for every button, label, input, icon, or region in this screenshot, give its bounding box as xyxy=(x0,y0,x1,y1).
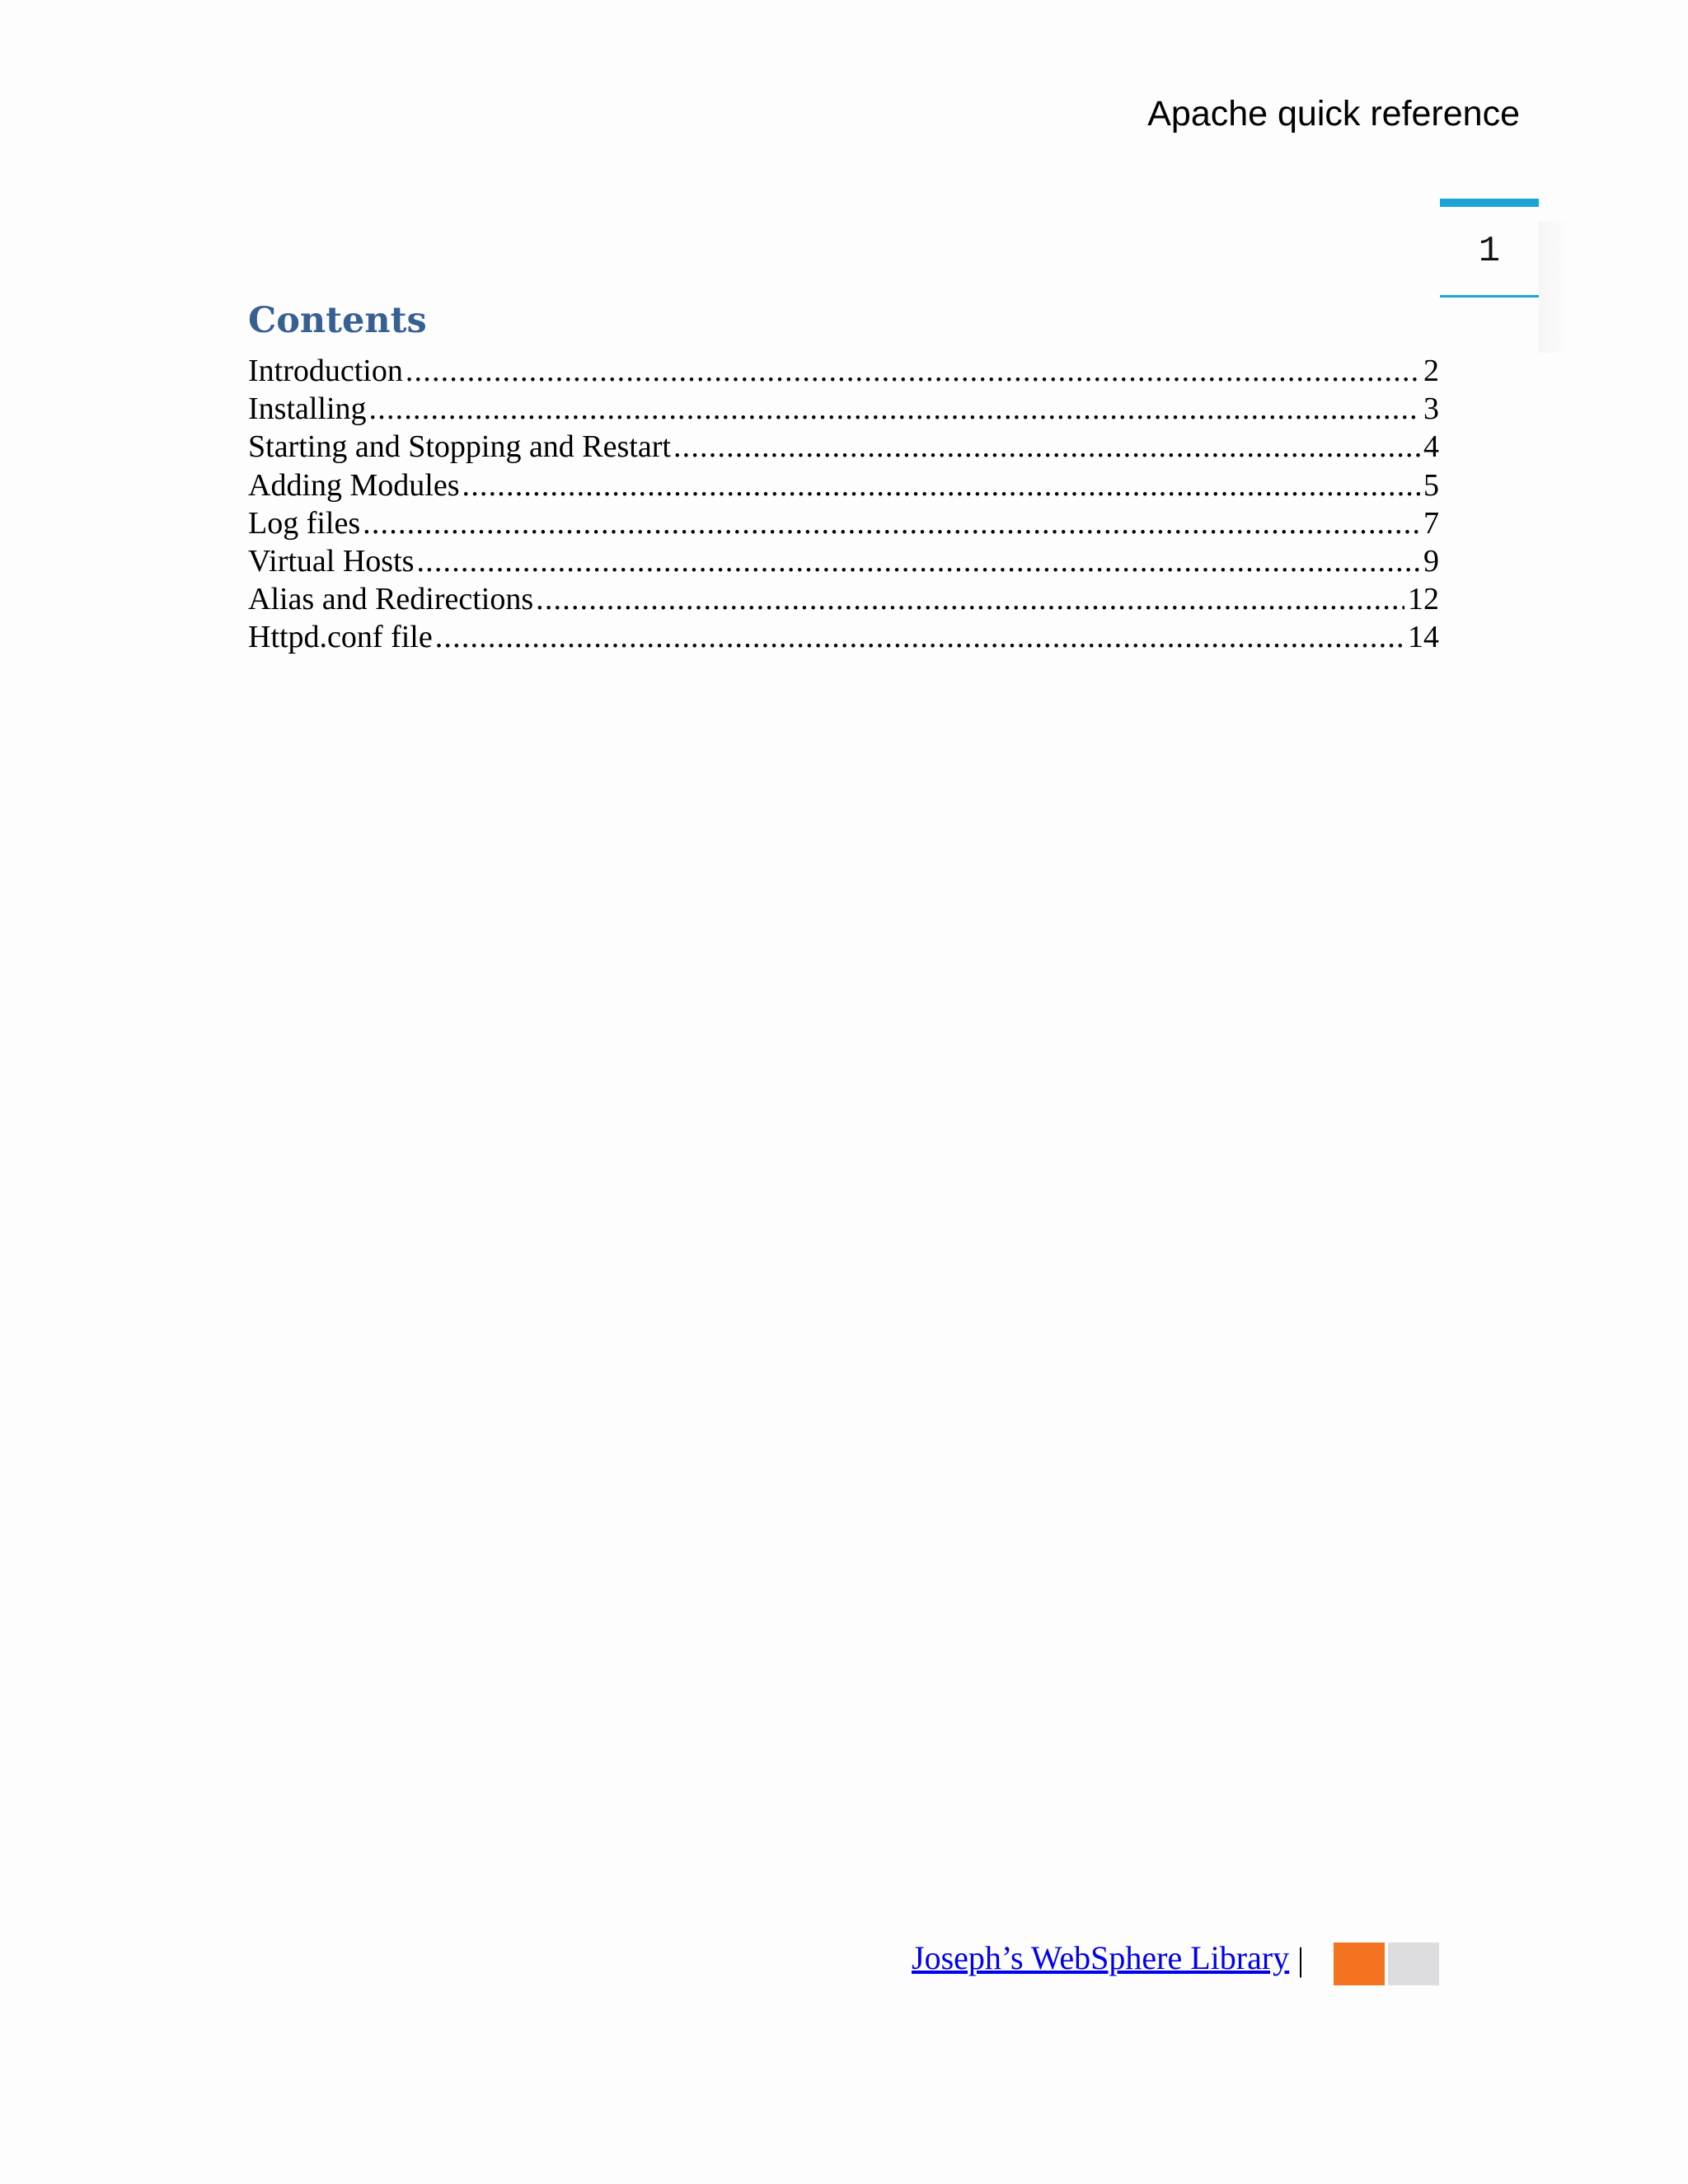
toc-leader-dots xyxy=(406,352,1420,390)
toc-entry-title: Virtual Hosts xyxy=(248,543,415,579)
toc-entry-title: Log files xyxy=(248,505,361,541)
toc-entry-installing[interactable] xyxy=(248,390,1439,428)
toc-entry-page: 9 xyxy=(1423,543,1439,579)
footer-gray-block xyxy=(1388,1943,1439,1985)
toc-leader-dots xyxy=(435,618,1404,656)
page-number-tab xyxy=(1440,199,1539,298)
toc-leader-dots xyxy=(369,390,1420,428)
toc-entry-title: Introduction xyxy=(248,354,403,388)
footer-library-link[interactable]: Joseph’s WebSphere Library xyxy=(912,1939,1290,1976)
toc-entry-title: Alias and Redirections xyxy=(248,582,534,617)
toc-leader-dots xyxy=(363,504,1420,542)
toc-entry-title: Installing xyxy=(248,391,367,427)
toc-entry-page: 14 xyxy=(1408,620,1439,655)
toc-entry-page: 3 xyxy=(1423,391,1439,427)
toc-entry-page: 5 xyxy=(1423,467,1439,503)
toc-entry-title: Httpd.conf file xyxy=(248,620,433,655)
footer-separator: | xyxy=(1297,1941,1305,1978)
toc-heading: Contents xyxy=(248,300,427,341)
toc-entry-page: 12 xyxy=(1408,582,1439,617)
toc-entry-introduction[interactable] xyxy=(248,352,1439,390)
toc-leader-dots xyxy=(416,542,1420,580)
page-number: 1 xyxy=(1478,230,1501,272)
toc-entry-title: Starting and Stopping and Restart xyxy=(248,429,671,465)
toc-leader-dots xyxy=(536,580,1404,618)
toc-entry-title: Adding Modules xyxy=(248,467,460,503)
toc-entry-httpd-conf[interactable] xyxy=(248,618,1439,656)
toc-entry-virtual-hosts[interactable] xyxy=(248,542,1439,580)
running-header-title: Apache quick reference xyxy=(1147,94,1520,134)
toc-leader-dots xyxy=(462,466,1421,504)
toc-entry-page: 2 xyxy=(1423,354,1439,388)
toc-entry-log-files[interactable] xyxy=(248,504,1439,542)
toc-entry-alias-redirections[interactable] xyxy=(248,580,1439,618)
page-number-tab-shadow xyxy=(1539,221,1568,353)
footer-orange-block xyxy=(1334,1943,1385,1985)
toc-entry-page: 4 xyxy=(1423,429,1439,465)
toc-entry-adding-modules[interactable] xyxy=(248,466,1439,504)
toc-leader-dots xyxy=(673,428,1420,466)
toc-entry-page: 7 xyxy=(1423,505,1439,541)
toc-entry-starting-stopping-restart[interactable] xyxy=(248,428,1439,466)
table-of-contents xyxy=(248,352,1439,657)
